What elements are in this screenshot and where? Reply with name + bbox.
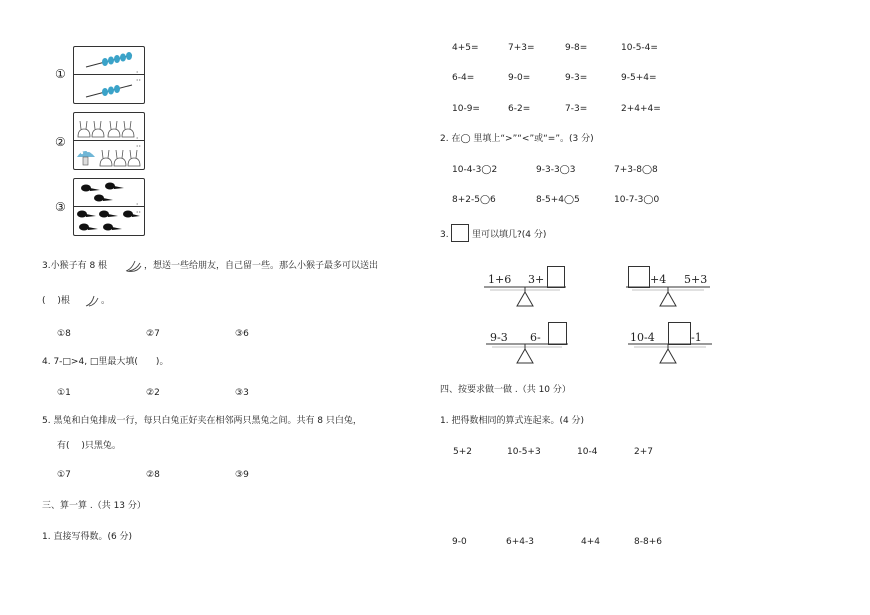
calc-item: 9-8=: [565, 43, 588, 53]
abacus-panel: [73, 46, 145, 104]
balance-scale-1: [484, 264, 566, 308]
compare-question-title: 2. 在◯ 里填上“>”“<”或“=”。(3 分): [440, 134, 594, 144]
q3-line2-end: 。: [101, 296, 111, 306]
q3-option-3: ③6: [235, 329, 249, 339]
calc-item: 9-0=: [508, 73, 531, 83]
match-item[interactable]: 9-0: [452, 537, 467, 547]
option-mark-2: ②: [55, 135, 66, 149]
section-3-q1: 1. 直接写得数。(6 分): [42, 532, 133, 542]
rabbit-panel: [73, 112, 145, 170]
calc-item: 9-5+4=: [621, 73, 657, 83]
q5-option-3: ③9: [235, 470, 249, 480]
compare-item: 10-7-3◯0: [614, 195, 660, 205]
match-item[interactable]: 6+4-3: [506, 537, 534, 547]
tadpoles-image: [74, 179, 144, 235]
match-item[interactable]: 5+2: [453, 447, 472, 457]
calc-item: 6-2=: [508, 104, 531, 114]
compare-item: 9-3-3◯3: [536, 165, 576, 175]
banana-icon: [84, 294, 100, 308]
calc-item: 7+3=: [508, 43, 535, 53]
match-item[interactable]: 4+4: [581, 537, 600, 547]
match-item[interactable]: 10-5+3: [507, 447, 541, 457]
q3-option-1: ①8: [57, 329, 71, 339]
abacus-beads-image: [74, 47, 144, 103]
q3-line2: ( )根: [42, 296, 70, 306]
q5-line2: 有( )只黑兔。: [57, 441, 121, 451]
box-question-prefix: 3.: [440, 230, 449, 240]
calc-item: 10-5-4=: [621, 43, 658, 53]
q4-option-3: ③3: [235, 388, 249, 398]
balance-left-expr: 9-3: [490, 331, 508, 344]
calc-item: 6-4=: [452, 73, 475, 83]
q5-line1: 5. 黑兔和白兔排成一行，每只白兔正好夹在相邻两只黑兔之间。共有 8 只白兔，: [42, 416, 362, 426]
calc-item: 9-3=: [565, 73, 588, 83]
banana-icon: [124, 259, 142, 273]
balance-scale-2: [626, 264, 710, 308]
calc-item: 10-9=: [452, 104, 480, 114]
compare-item: 8+2-5◯6: [452, 195, 496, 205]
compare-item: 7+3-8◯8: [614, 165, 658, 175]
calc-item: 2+4+4=: [621, 104, 661, 114]
balance-right-expr: -1: [691, 331, 702, 344]
dots-mark: · ··: [135, 134, 141, 151]
q4-text: 4. 7-□>4, □里最大填( )。: [42, 357, 169, 367]
rabbits-image: [74, 113, 144, 169]
dots-mark: · ··: [135, 200, 141, 217]
calc-item: 4+5=: [452, 43, 479, 53]
q5-option-1: ①7: [57, 470, 71, 480]
balance-beam-image: [484, 264, 566, 308]
q3-line1: 3.小猴子有 8 根: [42, 261, 108, 271]
balance-beam-image: [628, 320, 712, 364]
tadpole-panel: [73, 178, 145, 236]
balance-right-expr: 6-: [530, 331, 541, 344]
section-4-q1: 1. 把得数相同的算式连起来。(4 分): [440, 416, 585, 426]
balance-beam-image: [486, 320, 568, 364]
section-3-heading: 三、算一算 .（共 13 分）: [42, 501, 146, 511]
match-item[interactable]: 2+7: [634, 447, 653, 457]
answer-box-icon: [451, 224, 469, 242]
q3-option-2: ②7: [146, 329, 160, 339]
q3-line1-rest: ，想送一些给朋友，自己留一些。那么小猴子最多可以送出: [144, 261, 379, 271]
compare-item: 8-5+4◯5: [536, 195, 580, 205]
section-4-heading: 四、按要求做一做 .（共 10 分）: [440, 385, 571, 395]
q5-option-2: ②8: [146, 470, 160, 480]
calc-item: 7-3=: [565, 104, 588, 114]
balance-left-expr: 1+6: [488, 273, 512, 286]
option-mark-3: ③: [55, 200, 66, 214]
balance-scale-4: [628, 320, 712, 364]
balance-right-expr: 5+3: [684, 273, 708, 286]
balance-scale-3: [486, 320, 568, 364]
balance-left-expr: +4: [650, 273, 667, 286]
balance-right-expr: 3+: [528, 273, 545, 286]
option-mark-1: ①: [55, 67, 66, 81]
dots-mark: · ··: [135, 68, 141, 85]
balance-beam-image: [626, 264, 710, 308]
compare-item: 10-4-3◯2: [452, 165, 498, 175]
match-item[interactable]: 8-8+6: [634, 537, 662, 547]
balance-left-expr: 10-4: [630, 331, 655, 344]
box-question-title: 里可以填几?(4 分): [472, 230, 547, 240]
match-item[interactable]: 10-4: [577, 447, 598, 457]
q4-option-2: ②2: [146, 388, 160, 398]
q4-option-1: ①1: [57, 388, 71, 398]
